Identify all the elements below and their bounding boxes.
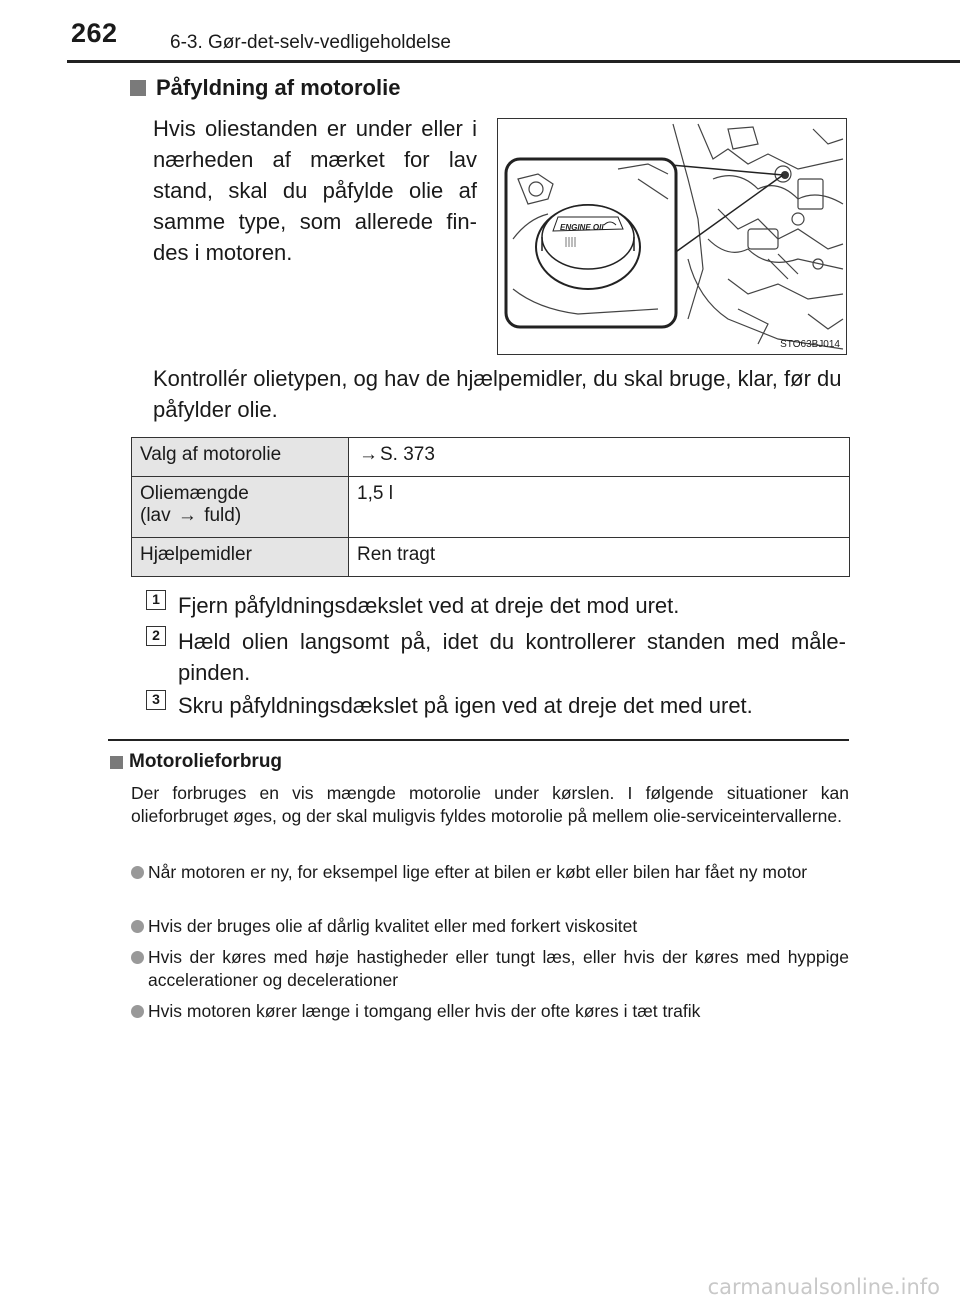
table-key [132, 477, 349, 538]
step-number-badge: 3 [146, 690, 166, 710]
table-key: Hjælpemidler [132, 538, 349, 577]
check-paragraph: Kontrollér olietypen, og hav de hjælpemidler, du skal bruge, klar, før du påfylder olie. [153, 366, 842, 422]
note-heading-text: Motorolieforbrug [129, 751, 283, 772]
note-rule [108, 739, 849, 741]
bullet-dot-icon [131, 866, 144, 879]
bullet-dot-icon [131, 920, 144, 933]
section-heading-text: Påfyldning af motorolie [156, 75, 401, 100]
step-text: Skru påfyldningsdækslet på igen ved at dreje det med uret. [178, 693, 753, 718]
list-item-text: Hvis der køres med høje hastigheder eller tungt læs, eller hvis der køres med hyppige accelerationer og decelerationer [148, 947, 849, 990]
list-item [131, 915, 849, 938]
square-bullet-icon [130, 80, 146, 96]
section-heading [130, 75, 400, 101]
oil-spec-table [131, 437, 850, 577]
chapter-title: 6-3. Gør-det-selv-vedligeholdelse [170, 32, 451, 53]
intro-paragraph: Hvis oliestanden er under eller i nærheden af mærket for lav stand, skal du påfylde olie af samme type, som allerede fin-des i motoren. [153, 116, 477, 265]
arrow-right-icon: → [359, 444, 378, 465]
step-item [146, 690, 846, 721]
step-number-badge: 1 [146, 590, 166, 610]
square-bullet-icon [110, 756, 123, 769]
table-key: Valg af motorolie [132, 438, 349, 477]
table-row [132, 477, 850, 538]
engine-oil-cap-label: ENGINE OIL [560, 223, 607, 232]
table-value [349, 438, 850, 477]
list-item [131, 1000, 849, 1023]
step-item [146, 626, 846, 688]
table-value: 1,5 l [349, 477, 850, 538]
bullet-dot-icon [131, 951, 144, 964]
step-item [146, 590, 846, 621]
header-rule [67, 60, 960, 63]
list-item-text: Når motoren er ny, for eksempel lige efter at bilen er købt eller bilen har fået ny motor [148, 862, 808, 882]
figure-code: STO63BJ014 [780, 339, 840, 350]
list-item [131, 946, 849, 992]
note-paragraph: Der forbruges en vis mængde motorolie under kørslen. I følgende situationer kan olieforbruget øges, og der skal muligvis fyldes motorolie på mellem olie-serviceintervallerne. [131, 783, 849, 826]
table-key-line1: Oliemængde [140, 483, 249, 504]
table-row [132, 438, 850, 477]
watermark: carmanualsonline.info [707, 1275, 940, 1299]
list-item-text: Hvis der bruges olie af dårlig kvalitet eller med forkert viskositet [148, 916, 638, 936]
arrow-right-icon: → [177, 505, 197, 526]
list-item-text: Hvis motoren kører længe i tomgang eller hvis der ofte køres i tæt trafik [148, 1001, 701, 1021]
page-number: 262 [71, 18, 118, 48]
table-value: Ren tragt [349, 538, 850, 577]
step-text: Fjern påfyldningsdækslet ved at dreje det mod uret. [178, 593, 680, 618]
list-item [131, 861, 849, 884]
engine-oil-cap-figure [497, 118, 847, 355]
page-reference-link[interactable]: S. 373 [380, 444, 435, 465]
step-number-badge: 2 [146, 626, 166, 646]
table-key-line2a: (lav [140, 505, 171, 526]
bullet-dot-icon [131, 1005, 144, 1018]
step-text: Hæld olien langsomt på, idet du kontrollerer standen med måle-pinden. [178, 629, 846, 685]
table-key-line2b: fuld) [204, 505, 242, 526]
note-heading [110, 751, 282, 773]
engine-bay-illustration [498, 119, 847, 355]
table-row [132, 538, 850, 577]
